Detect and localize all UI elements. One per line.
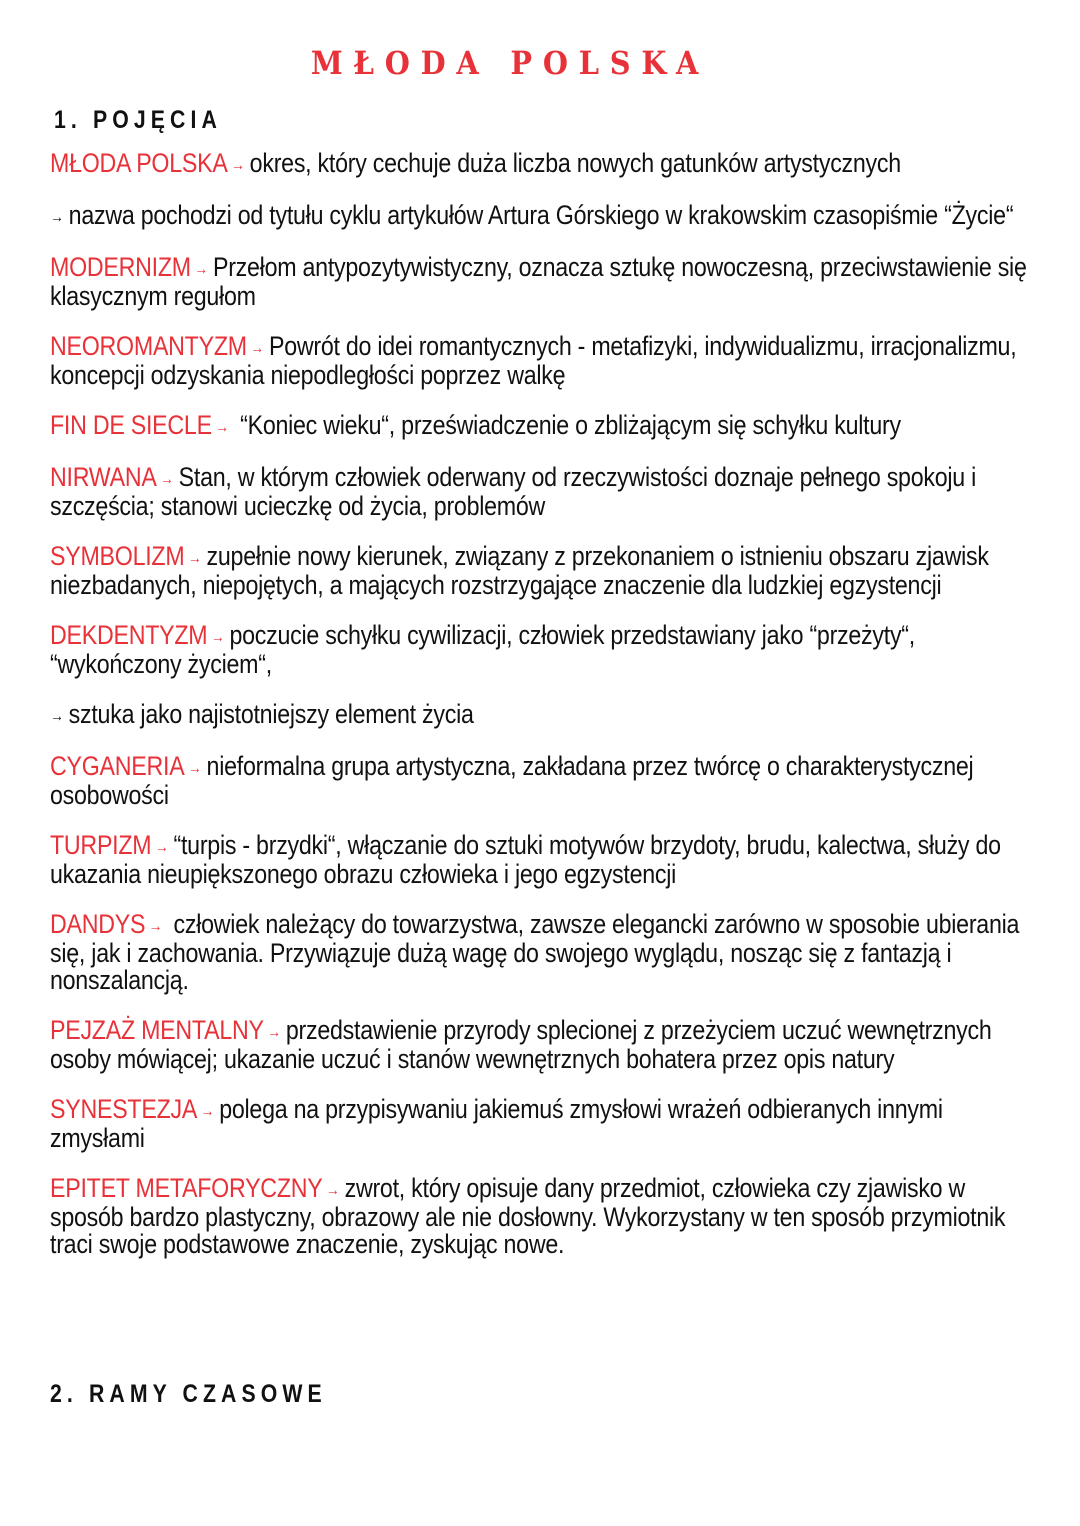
section-number: 2. bbox=[50, 1380, 78, 1408]
arrow-right-icon: → bbox=[154, 839, 169, 856]
definition-text: poczucie schyłku cywilizacji, człowiek przedstawiany jako “przeżyty“, “wykończony życiem“, bbox=[50, 620, 915, 679]
definition-cyganeria bbox=[50, 753, 1039, 809]
definition-text: okres, który cechuje duża liczba nowych gatunków artystycznych bbox=[249, 148, 901, 178]
definition-text: nazwa pochodzi od tytułu cyklu artykułów Artura Górskiego w krakowskim czasopiśmie “Życie“ bbox=[68, 200, 1014, 230]
definition-text: sztuka jako najistotniejszy element życia bbox=[68, 699, 474, 729]
definition-text: Powrót do idei romantycznych - metafizyki, indywidualizmu, irracjonalizmu, koncepcji odzyskania niepodległości poprzez walkę bbox=[50, 331, 1017, 390]
definition-symbolizm bbox=[50, 543, 1039, 599]
definition-dekadentyzm bbox=[50, 622, 1039, 678]
arrow-right-icon: → bbox=[194, 261, 208, 278]
arrow-right-icon: → bbox=[325, 1182, 340, 1199]
arrow-right-icon: → bbox=[267, 1024, 281, 1041]
arrow-right-icon: → bbox=[148, 918, 163, 935]
arrow-right-icon: → bbox=[250, 340, 264, 357]
arrow-right-icon: → bbox=[187, 760, 202, 777]
arrow-right-icon: → bbox=[210, 629, 225, 646]
definition-text: człowiek należący do towarzystwa, zawsze elegancki zarówno w sposobie ubierania się, jak i zachowania. Przywiązuje dużą wagę do swojego wyglądu, nosząc się z fantazją i nonszalancją. bbox=[50, 909, 1020, 995]
definition-turpizm bbox=[50, 832, 1039, 888]
term: MŁODA POLSKA bbox=[50, 148, 228, 178]
definition-text: polega na przypisywaniu jakiemuś zmysłowi wrażeń odbieranych innymi zmysłami bbox=[50, 1094, 943, 1153]
arrow-right-icon: → bbox=[160, 471, 174, 488]
definition-text: nieformalna grupa artystyczna, zakładana przez twórcę o charakterystycznej osobowości bbox=[50, 751, 974, 810]
term: SYMBOLIZM bbox=[50, 541, 185, 571]
definition-neoromantyzm bbox=[50, 333, 1039, 389]
arrow-right-icon: → bbox=[187, 550, 202, 567]
term: DEKDENTYZM bbox=[50, 620, 208, 650]
definition-text: “turpis - brzydki“, włączanie do sztuki motywów brzydoty, brudu, kalectwa, służy do ukazania nieupiększonego obrazu człowieka i jego egzystencji bbox=[50, 830, 1001, 889]
definition-nazwa bbox=[50, 202, 1039, 231]
definition-pejzaz-mentalny bbox=[50, 1017, 1039, 1073]
section-title: RAMY CZASOWE bbox=[88, 1380, 327, 1408]
definition-mloda-polska bbox=[50, 150, 1039, 179]
term: PEJZAŻ MENTALNY bbox=[50, 1015, 264, 1045]
definition-text: “Koniec wieku“, przeświadczenie o zbliżającym się schyłku kultury bbox=[233, 410, 901, 440]
term: FIN DE SIECLE bbox=[50, 410, 212, 440]
definition-text: przedstawienie przyrody splecionej z przeżyciem uczuć wewnętrznych osoby mówiącej; ukazanie uczuć i stanów wewnętrznych bohatera przez opis natury bbox=[50, 1015, 992, 1074]
section-title: POJĘCIA bbox=[92, 106, 222, 134]
term: CYGANERIA bbox=[50, 751, 185, 781]
definitions-list bbox=[50, 150, 1039, 1281]
term: DANDYS bbox=[50, 909, 146, 939]
definition-sztuka bbox=[50, 701, 1039, 730]
definition-dandys bbox=[50, 911, 1039, 994]
definition-nirwana bbox=[50, 464, 1039, 520]
section-number: 1. bbox=[54, 106, 82, 134]
arrow-right-icon: → bbox=[200, 1103, 215, 1120]
arrow-right-icon: → bbox=[215, 419, 229, 436]
arrow-right-icon: → bbox=[50, 708, 64, 725]
definition-fin-de-siecle bbox=[50, 412, 1039, 441]
term: TURPIZM bbox=[50, 830, 152, 860]
section-heading-pojecia bbox=[54, 106, 222, 135]
arrow-right-icon: → bbox=[231, 157, 245, 174]
definition-text: Stan, w którym człowiek oderwany od rzeczywistości doznaje pełnego spokoju i szczęścia; stanowi ucieczkę od życia, problemów bbox=[50, 462, 977, 521]
definition-synestezja bbox=[50, 1096, 1039, 1152]
term: MODERNIZM bbox=[50, 252, 191, 282]
definition-text: Przełom antypozytywistyczny, oznacza sztukę nowoczesną, przeciwstawienie się klasycznym regułom bbox=[50, 252, 1027, 311]
term: SYNESTEZJA bbox=[50, 1094, 198, 1124]
term: EPITET METAFORYCZNY bbox=[50, 1173, 323, 1203]
term: NEOROMANTYZM bbox=[50, 331, 247, 361]
definition-modernizm bbox=[50, 254, 1039, 310]
arrow-right-icon: → bbox=[50, 209, 64, 226]
page-title: MŁODA POLSKA bbox=[310, 44, 710, 82]
section-heading-ramy-czasowe bbox=[50, 1380, 327, 1409]
term: NIRWANA bbox=[50, 462, 157, 492]
definition-text: zwrot, który opisuje dany przedmiot, człowieka czy zjawisko w sposób bardzo plastyczny, obrazowy ale nie dosłowny. Wykorzystany w ten sposób przymiotnik traci swoje podstawowe znaczenie, zyskując nowe. bbox=[50, 1173, 1006, 1259]
definition-text: zupełnie nowy kierunek, związany z przekonaniem o istnieniu obszaru zjawisk niezbadanych, niepojętych, a mających rozstrzygające znaczenie dla ludzkiej egzystencji bbox=[50, 541, 989, 600]
definition-epitet-metaforyczny bbox=[50, 1175, 1039, 1258]
